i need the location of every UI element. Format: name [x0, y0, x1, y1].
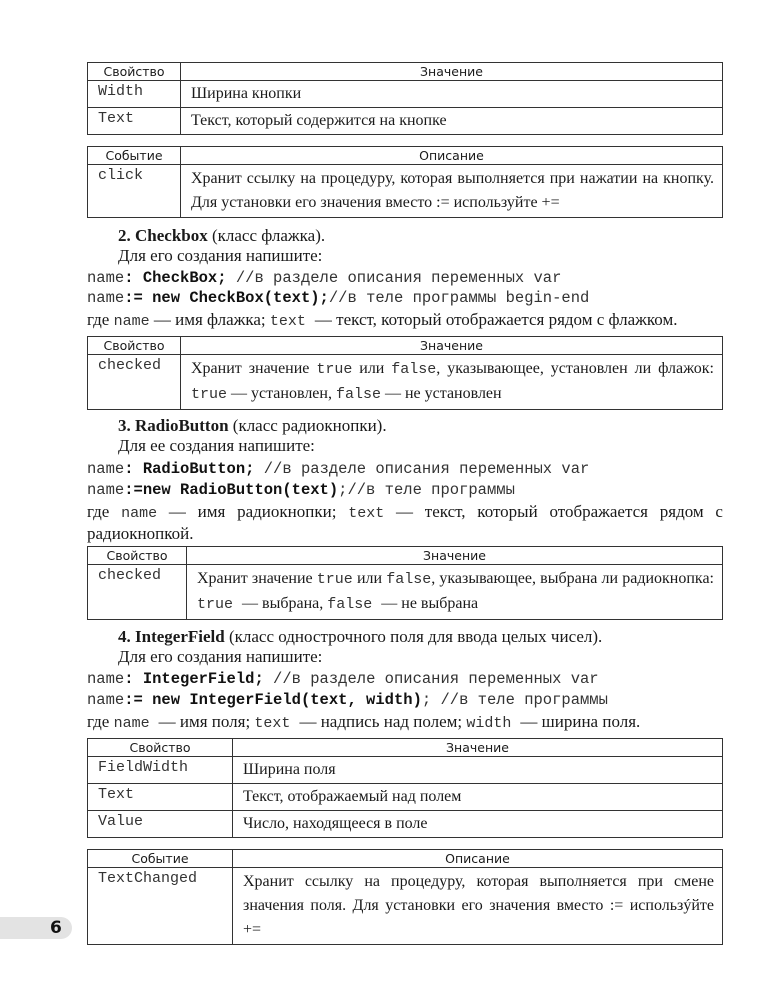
property-value: Хранит значение true или false, указывающее, выбрана ли радиокнопка: true — выбрана, false — не выбрана	[187, 565, 723, 620]
event-description: Хранит ссылку на процедуру, которая выполняется при смене значения поля. Для установки его значения вместо := использýйте +=	[233, 868, 723, 945]
column-header: Событие	[88, 850, 233, 868]
table-row	[88, 108, 723, 135]
property-value: Хранит значение true или false, указывающее, установлен ли флажок: true — установлен, false — не установлен	[181, 355, 723, 410]
table-row	[88, 81, 723, 108]
column-header: Свойство	[88, 63, 181, 81]
property-name: checked	[88, 565, 187, 620]
property-name: Text	[88, 784, 233, 811]
section-intro: Для ее создания напишите:	[118, 436, 315, 455]
column-header: Значение	[181, 63, 723, 81]
code-line: name: RadioButton; //в разделе описания переменных var	[87, 460, 590, 478]
property-name: Text	[88, 108, 181, 135]
property-value: Ширина поля	[233, 757, 723, 784]
button-properties-table	[87, 62, 723, 135]
column-header: Значение	[181, 337, 723, 355]
column-header: Событие	[88, 147, 181, 165]
table-row	[88, 355, 723, 410]
property-value: Число, находящееся в поле	[233, 811, 723, 838]
definition-text: где name — имя флажка; text — текст, который отображается рядом с флажком.	[87, 310, 678, 330]
column-header: Описание	[181, 147, 723, 165]
table-row	[88, 165, 723, 218]
column-header: Значение	[233, 739, 723, 757]
integerfield-events-table	[87, 849, 723, 945]
property-value: Ширина кнопки	[181, 81, 723, 108]
table-row	[88, 757, 723, 784]
definition-text: где name — имя радиокнопки; text — текст, который отображается рядом с радиокнопкой.	[87, 502, 723, 543]
event-name: TextChanged	[88, 868, 233, 945]
table-row	[88, 784, 723, 811]
checkbox-properties-table	[87, 336, 723, 410]
definition-text: где name — имя поля; text — надпись над полем; width — ширина поля.	[87, 712, 641, 732]
column-header: Свойство	[88, 547, 187, 565]
code-line: name: CheckBox; //в разделе описания переменных var	[87, 269, 562, 287]
table-row	[88, 565, 723, 620]
section-heading-radiobutton: 3. RadioButton (класс радиокнопки).	[118, 416, 387, 435]
code-line: name:= new IntegerField(text, width); //в теле программы	[87, 691, 608, 709]
radiobutton-properties-table	[87, 546, 723, 620]
button-events-table	[87, 146, 723, 218]
property-value: Текст, который содержится на кнопке	[181, 108, 723, 135]
property-name: FieldWidth	[88, 757, 233, 784]
property-name: Value	[88, 811, 233, 838]
column-header: Описание	[233, 850, 723, 868]
property-name: checked	[88, 355, 181, 410]
section-heading-integerfield: 4. IntegerField (класс однострочного поля для ввода целых чисел).	[118, 627, 603, 646]
integerfield-properties-table	[87, 738, 723, 838]
column-header: Свойство	[88, 337, 181, 355]
column-header: Свойство	[88, 739, 233, 757]
code-line: name: IntegerField; //в разделе описания переменных var	[87, 670, 599, 688]
property-value: Текст, отображаемый над полем	[233, 784, 723, 811]
code-line: name:= new CheckBox(text);//в теле программы begin-end	[87, 289, 590, 307]
property-name: Width	[88, 81, 181, 108]
section-intro: Для его создания напишите:	[118, 647, 323, 666]
event-description: Хранит ссылку на процедуру, которая выполняется при нажатии на кнопку. Для установки его значения вместо := используйте +=	[181, 165, 723, 218]
section-heading-checkbox: 2. Checkbox (класс флажка).	[118, 226, 326, 245]
section-intro: Для его создания напишите:	[118, 246, 323, 265]
table-row	[88, 868, 723, 945]
column-header: Значение	[187, 547, 723, 565]
event-name: click	[88, 165, 181, 218]
table-row	[88, 811, 723, 838]
code-line: name:=new RadioButton(text);//в теле программы	[87, 481, 515, 499]
page-number: 6	[50, 918, 62, 938]
